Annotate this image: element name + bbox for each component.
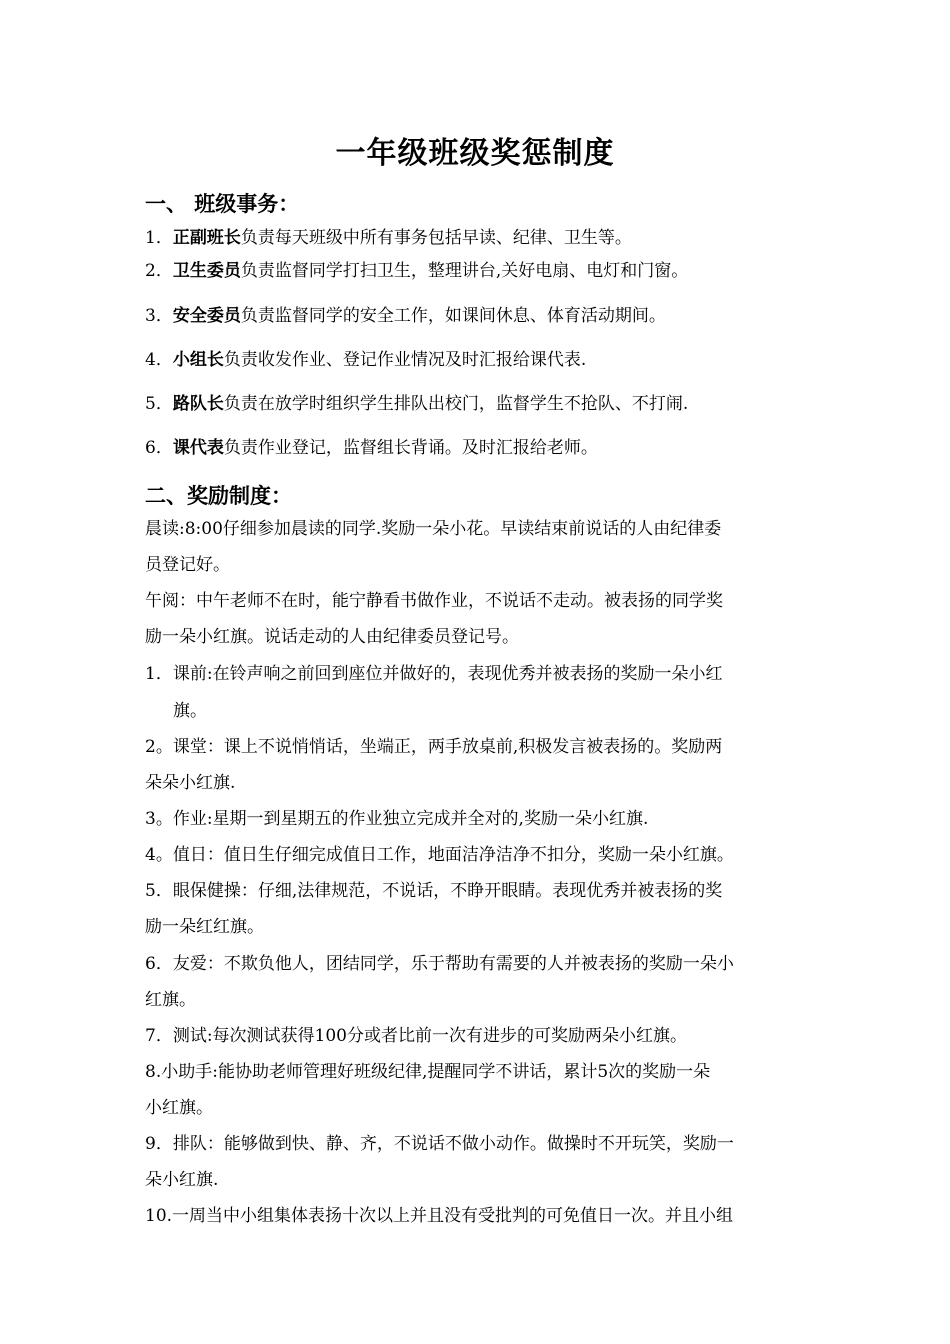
reward-text-line: 旗。 (173, 701, 207, 721)
reward-text-line: 红旗。 (145, 990, 196, 1010)
reward-text-line: 2。课堂：课上不说悄悄话，坐端正，两手放桌前,积极发言被表扬的。奖励两 (145, 737, 723, 757)
section-heading-class-affairs: 一、 班级事务： (145, 192, 300, 216)
reward-text-line: 晨读:8:00仔细参加晨读的同学.奖励一朵小花。早读结束前说话的人由纪律委 (145, 519, 722, 539)
duty-item (145, 259, 688, 283)
role-name: 卫生委员 (172, 261, 241, 281)
item-number: 1． (145, 228, 173, 248)
item-number: 6． (145, 438, 173, 458)
reward-text-line: 朵小红旗. (145, 1170, 219, 1190)
document-title: 一年级班级奖惩制度 (335, 136, 615, 171)
duty-item (145, 226, 632, 250)
role-name: 课代表 (172, 438, 224, 458)
role-description: 负责作业登记，监督组长背诵。及时汇报给老师。 (223, 438, 598, 458)
item-number: 4． (145, 350, 173, 370)
reward-text-line: 7．测试:每次测试获得100分或者比前一次有进步的可奖励两朵小红旗。 (145, 1026, 687, 1046)
reward-text-line: 10.一周当中小组集体表扬十次以上并且没有受批判的可免值日一次。并且小组 (145, 1206, 734, 1226)
reward-text-line: 朵朵小红旗. (145, 773, 236, 793)
duty-item (145, 392, 688, 416)
role-description: 负责每天班级中所有事务包括早读、纪律、卫生等。 (240, 228, 632, 248)
reward-text-line: 员登记好。 (145, 555, 230, 575)
duty-item (145, 304, 666, 328)
duty-item (145, 348, 586, 372)
reward-text-line: 5．眼保健操：仔细,法律规范，不说话，不睁开眼睛。表现优秀并被表扬的奖 (145, 881, 723, 901)
reward-text-line: 3。作业:星期一到星期五的作业独立完成并全对的,奖励一朵小红旗. (145, 809, 649, 829)
reward-text-line: 午阅：中午老师不在时，能宁静看书做作业，不说话不走动。被表扬的同学奖 (145, 591, 723, 611)
item-number: 5． (145, 394, 173, 414)
reward-text-line: 6．友爱：不欺负他人，团结同学，乐于帮助有需要的人并被表扬的奖励一朵小 (145, 954, 734, 974)
reward-text-line: 1．课前:在铃声响之前回到座位并做好的，表现优秀并被表扬的奖励一朵小红 (145, 664, 723, 684)
reward-text-line: 励一朵红红旗。 (145, 917, 264, 937)
role-description: 负责在放学时组织学生排队出校门，监督学生不抢队、不打闹. (223, 394, 689, 414)
section-heading-reward-system: 二、奖励制度： (145, 484, 292, 508)
item-number: 3． (145, 306, 173, 326)
role-name: 安全委员 (172, 306, 241, 326)
reward-text-line: 4。值日：值日生仔细完成值日工作，地面洁净洁净不扣分，奖励一朵小红旗。 (145, 845, 734, 865)
role-description: 负责监督同学的安全工作，如课间休息、体育活动期间。 (240, 306, 666, 326)
reward-text-line: 9．排队：能够做到快、静、齐，不说话不做小动作。做操时不开玩笑，奖励一 (145, 1134, 734, 1154)
reward-text-line: 励一朵小红旗。说话走动的人由纪律委员登记号。 (145, 627, 519, 647)
item-number: 2． (145, 261, 173, 281)
role-name: 小组长 (172, 350, 224, 370)
duty-item (145, 436, 598, 460)
role-description: 负责监督同学打扫卫生，整理讲台,关好电扇、电灯和门窗。 (240, 261, 689, 281)
reward-text-line: 小红旗。 (145, 1098, 213, 1118)
role-name: 路队长 (172, 394, 224, 414)
reward-text-line: 8.小助手:能协助老师管理好班级纪律,提醒同学不讲话，累计5次的奖励一朵 (145, 1062, 711, 1082)
role-name: 正副班长 (172, 228, 241, 248)
role-description: 负责收发作业、登记作业情况及时汇报给课代表. (223, 350, 587, 370)
